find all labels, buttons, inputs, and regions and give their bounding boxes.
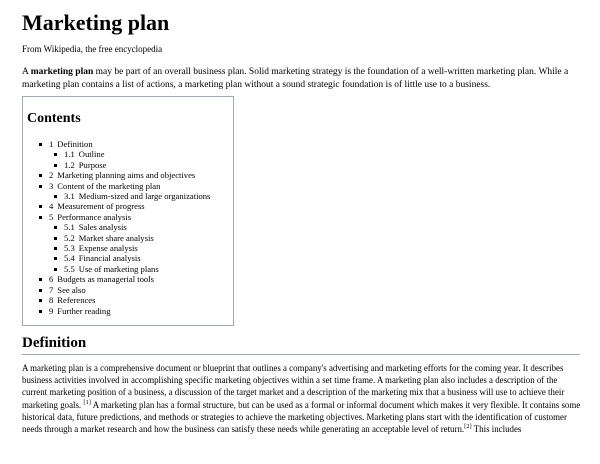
toc-item-number: 9 [49,305,54,316]
toc-item-label[interactable]: Further reading [57,305,111,316]
toc-item-number: 5 [49,211,54,222]
toc-item[interactable] [37,222,210,232]
toc-item-label[interactable]: Outline [78,149,105,160]
toc-item-number: 3.1 [64,191,75,202]
intro-lead: A [22,67,31,77]
definition-text-2: A marketing plan has a formal structure, but can be used as a formal or informal document which makes it very flexible. It contains some historical data, future predictions, and methods or strategies to achieve the marketing objectives. Marketing plans start with the identification of customer needs through a market research and how the business can satisfy these needs while generating an acceptable level of return. [22,399,581,435]
toc-item[interactable] [37,274,210,284]
toc-item-number: 3 [49,180,54,191]
intro-paragraph [22,66,580,92]
toc-item-label[interactable]: Purpose [78,159,107,170]
intro-bold-term: marketing plan [30,67,94,77]
toc-item[interactable] [37,191,210,201]
toc-item-label[interactable]: Performance analysis [57,211,132,222]
toc-item-label[interactable]: Definition [57,139,93,149]
toc-item-label[interactable]: Sales analysis [78,222,127,233]
toc-item-label[interactable]: Expense analysis [78,243,138,254]
section-divider [22,354,580,355]
page-title: Marketing plan [22,10,170,35]
toc-item-number: 7 [49,284,54,295]
toc-item-number: 5.2 [64,232,75,243]
toc-item-number: 1.1 [64,149,75,160]
toc-item-number: 1 [49,139,54,149]
toc-item[interactable] [37,139,210,149]
toc-item-number: 5.3 [64,243,75,254]
toc-title: Contents [27,111,81,126]
toc-item[interactable] [37,306,210,316]
intro-rest: may be part of an overall business plan. Solid marketing strategy is the foundation of a well-written marketing plan. While a marketing plan contains a list of actions, a marketing plan without a sound strategic foundation is of little use to a business. [22,67,569,90]
toc-item-number: 5.4 [64,253,75,264]
reference-2-link[interactable]: [2] [464,423,472,431]
definition-paragraph [22,362,582,435]
toc-item-label[interactable]: References [57,295,96,306]
toc-item-label[interactable]: Marketing planning aims and objectives [57,170,196,181]
toc-item-label[interactable]: Content of the marketing plan [57,180,161,191]
definition-text-3: This includes [471,424,522,435]
toc-item-label[interactable]: See also [57,284,86,295]
toc-item[interactable] [37,212,210,222]
toc-item-label[interactable]: Measurement of progress [57,201,145,212]
toc-item[interactable] [37,253,210,263]
table-of-contents [22,96,234,326]
toc-item-number: 5.1 [64,222,75,233]
toc-item-number: 4 [49,201,54,212]
toc-item-label[interactable]: Use of marketing plans [78,263,159,274]
toc-item[interactable] [37,181,210,191]
section-heading-definition: Definition [22,335,87,351]
toc-item-number: 1.2 [64,159,75,170]
toc-item[interactable] [37,295,210,305]
toc-item[interactable] [37,243,210,253]
toc-item-label[interactable]: Market share analysis [78,232,154,243]
toc-item-number: 5.5 [64,263,75,274]
definition-text-1: A marketing plan is a comprehensive document or blueprint that outlines a company's advertising and marketing efforts for the coming year. It describes business activities involved in accomplishing specific marketing objectives within a set time frame. A marketing plan also includes a description of the current marketing position of a business, a discussion of the target market and a description of the marketing mix that a business will use to achieve their marketing goals. [22,363,565,410]
toc-item-number: 6 [49,274,54,285]
toc-item[interactable] [37,170,210,180]
toc-item-label[interactable]: Financial analysis [78,253,141,264]
toc-item-number: 2 [49,170,54,181]
reference-1-link[interactable]: [1] [83,398,91,406]
toc-item[interactable] [37,160,210,170]
page-subtitle: From Wikipedia, the free encyclopedia [22,44,163,54]
toc-list [37,139,210,316]
toc-item[interactable] [37,285,210,295]
toc-item[interactable] [37,233,210,243]
toc-item[interactable] [37,149,210,159]
toc-item-label[interactable]: Budgets as managerial tools [57,274,154,285]
toc-item[interactable] [37,201,210,211]
toc-item-label[interactable]: Medium-sized and large organizations [78,191,211,202]
toc-item[interactable] [37,264,210,274]
toc-item-number: 8 [49,295,54,306]
